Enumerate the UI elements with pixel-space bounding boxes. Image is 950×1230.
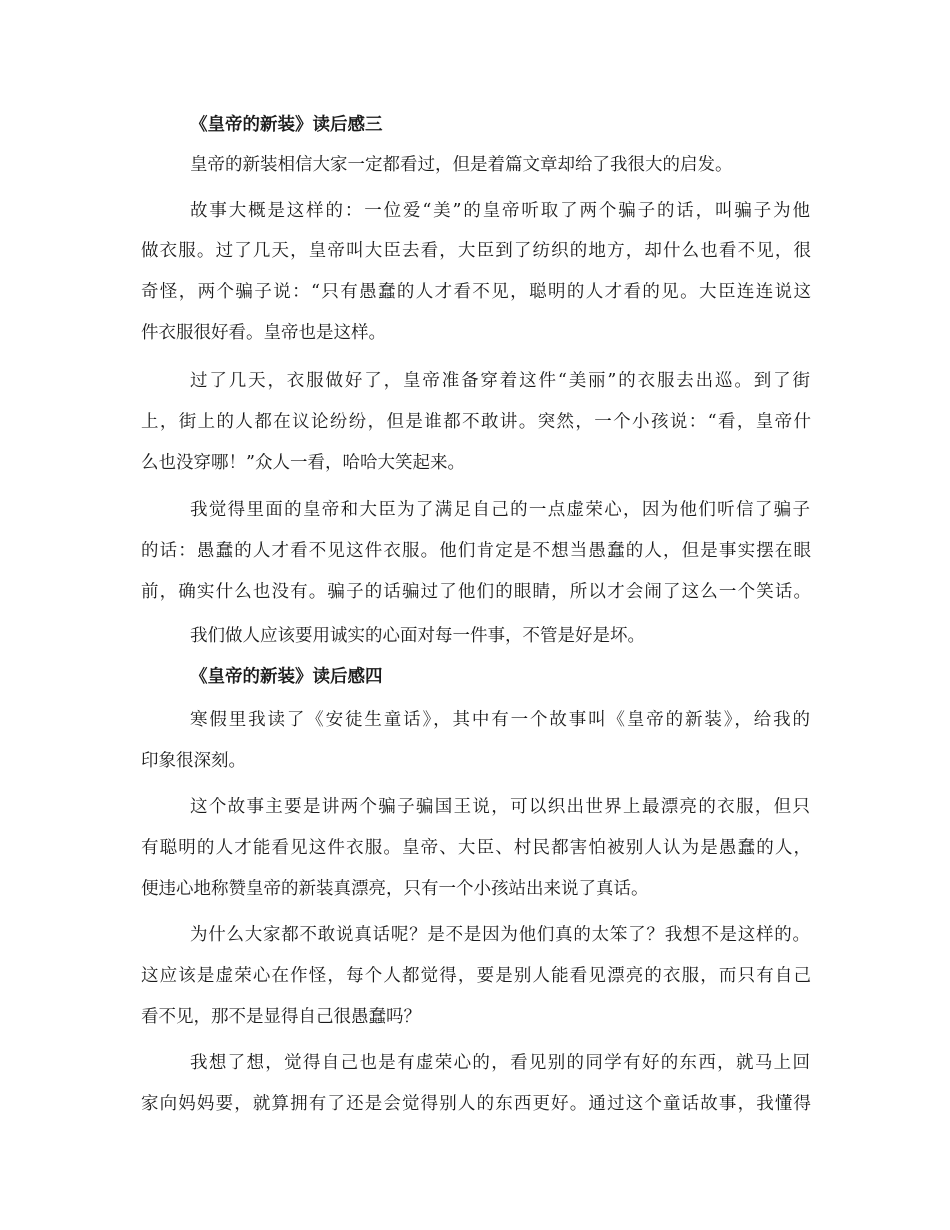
paragraph-line: 有聪明的人才能看见这件衣服。皇帝、大臣、村民都害怕被别人认为是愚蠢的人，	[141, 838, 811, 858]
paragraph-line: 的话：愚蠢的人才看不见这件衣服。他们肯定是不想当愚蠢的人，但是事实摆在眼	[141, 541, 811, 561]
paragraph-line: 过了几天，衣服做好了，皇帝准备穿着这件“美丽”的衣服去出巡。到了街	[190, 371, 810, 391]
paragraph-line: 我觉得里面的皇帝和大臣为了满足自己的一点虚荣心，因为他们听信了骗子	[190, 500, 810, 520]
paragraph-line: 看不见，那不是显得自己很愚蠢吗？	[141, 1007, 421, 1027]
paragraph-line: 上，街上的人都在议论纷纷，但是谁都不敢讲。突然，一个小孩说：“看，皇帝什	[141, 412, 811, 432]
paragraph-line: 这应该是虚荣心在作怪，每个人都觉得，要是别人能看见漂亮的衣服，而只有自己	[141, 966, 811, 986]
paragraph-line: 奇怪，两个骗子说：“只有愚蠢的人才看不见，聪明的人才看的见。大臣连连说这	[141, 282, 811, 302]
paragraph-line: 件衣服很好看。皇帝也是这样。	[141, 323, 386, 343]
paragraph-line: 家向妈妈要，就算拥有了还是会觉得别人的东西更好。通过这个童话故事，我懂得	[141, 1094, 811, 1114]
paragraph-line: 么也没穿哪！”众人一看，哈哈大笑起来。	[141, 453, 465, 473]
paragraph-line: 便违心地称赞皇帝的新装真漂亮，只有一个小孩站出来说了真话。	[141, 879, 649, 899]
paragraph-line: 寒假里我读了《安徒生童话》，其中有一个故事叫《皇帝的新装》，给我的	[190, 710, 810, 730]
paragraph-line: 我们做人应该要用诚实的心面对每一件事，不管是好是坏。	[190, 626, 645, 646]
paragraph-line: 故事大概是这样的：一位爱“美”的皇帝听取了两个骗子的话，叫骗子为他	[190, 201, 810, 221]
paragraph-line: 我想了想，觉得自己也是有虚荣心的，看见别的同学有好的东西，就马上回	[190, 1053, 810, 1073]
paragraph-line: 前，确实什么也没有。骗子的话骗过了他们的眼睛，所以才会闹了这么一个笑话。	[141, 582, 811, 602]
essay-four-heading: 《皇帝的新装》读后感四	[190, 667, 383, 687]
paragraph-line: 做衣服。过了几天，皇帝叫大臣去看，大臣到了纺织的地方，却什么也看不见，很	[141, 241, 811, 261]
paragraph-line: 印象很深刻。	[141, 751, 246, 771]
paragraph-line: 为什么大家都不敢说真话呢？是不是因为他们真的太笨了？我想不是这样的。	[190, 925, 810, 945]
paragraph-line: 皇帝的新装相信大家一定都看过，但是着篇文章却给了我很大的启发。	[190, 155, 733, 175]
essay-three-heading: 《皇帝的新装》读后感三	[190, 115, 383, 135]
paragraph-line: 这个故事主要是讲两个骗子骗国王说，可以织出世界上最漂亮的衣服，但只	[190, 797, 810, 817]
